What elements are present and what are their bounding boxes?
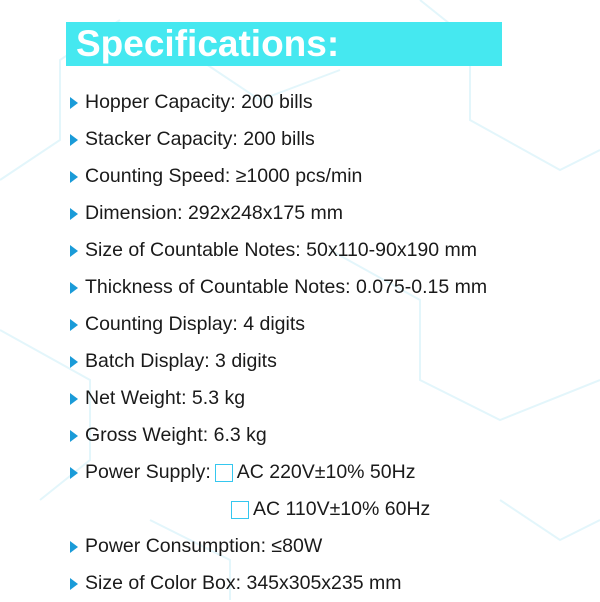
spec-text: Stacker Capacity: 200 bills (85, 128, 315, 150)
spec-item-net-weight (70, 380, 590, 417)
page-title: Specifications: (76, 23, 340, 64)
power-supply-label: Power Supply: (85, 461, 211, 483)
spec-item-batch-display (70, 343, 590, 380)
power-110v-checkbox[interactable] (231, 501, 249, 519)
power-option-label: AC 220V±10% 50Hz (236, 461, 416, 483)
arrow-bullet-icon (70, 541, 78, 553)
spec-item-dimension (70, 195, 590, 232)
arrow-bullet-icon (70, 430, 78, 442)
arrow-bullet-icon (70, 393, 78, 405)
spec-list (70, 84, 590, 602)
arrow-bullet-icon (70, 467, 78, 479)
spec-item-power-supply-alt (70, 491, 590, 528)
spec-text: Size of Countable Notes: 50x110-90x190 mm (85, 239, 478, 261)
spec-text: Counting Speed: ≥1000 pcs/min (85, 165, 363, 187)
spec-item-counting-display (70, 306, 590, 343)
spec-item-gross-weight (70, 417, 590, 454)
arrow-bullet-icon (70, 356, 78, 368)
arrow-bullet-icon (70, 97, 78, 109)
spec-item-note-size (70, 232, 590, 269)
spec-text: Batch Display: 3 digits (85, 350, 277, 372)
spec-text: Hopper Capacity: 200 bills (85, 91, 313, 113)
spec-text: Thickness of Countable Notes: 0.075-0.15 mm (85, 276, 488, 298)
spec-text: Power Consumption: ≤80W (85, 535, 323, 557)
spec-text: Size of Color Box: 345x305x235 mm (85, 572, 402, 594)
spec-item-color-box-size (70, 565, 590, 602)
spec-item-hopper-capacity (70, 84, 590, 121)
spec-text: Gross Weight: 6.3 kg (85, 424, 267, 446)
spec-text: Counting Display: 4 digits (85, 313, 306, 335)
title-bar (66, 22, 502, 66)
spec-item-power-supply (70, 454, 590, 491)
power-option-110v[interactable] (227, 498, 430, 521)
spec-item-note-thickness (70, 269, 590, 306)
arrow-bullet-icon (70, 282, 78, 294)
arrow-bullet-icon (70, 134, 78, 146)
power-220v-checkbox[interactable] (215, 464, 233, 482)
spec-text: Dimension: 292x248x175 mm (85, 202, 343, 224)
arrow-bullet-icon (70, 319, 78, 331)
spec-item-power-consumption (70, 528, 590, 565)
power-option-220v[interactable] (211, 461, 416, 484)
power-option-label: AC 110V±10% 60Hz (253, 498, 431, 520)
spec-item-counting-speed (70, 158, 590, 195)
spec-item-stacker-capacity (70, 121, 590, 158)
arrow-bullet-icon (70, 208, 78, 220)
arrow-bullet-icon (70, 578, 78, 590)
arrow-bullet-icon (70, 171, 78, 183)
arrow-bullet-icon (70, 245, 78, 257)
spec-text: Net Weight: 5.3 kg (85, 387, 246, 409)
